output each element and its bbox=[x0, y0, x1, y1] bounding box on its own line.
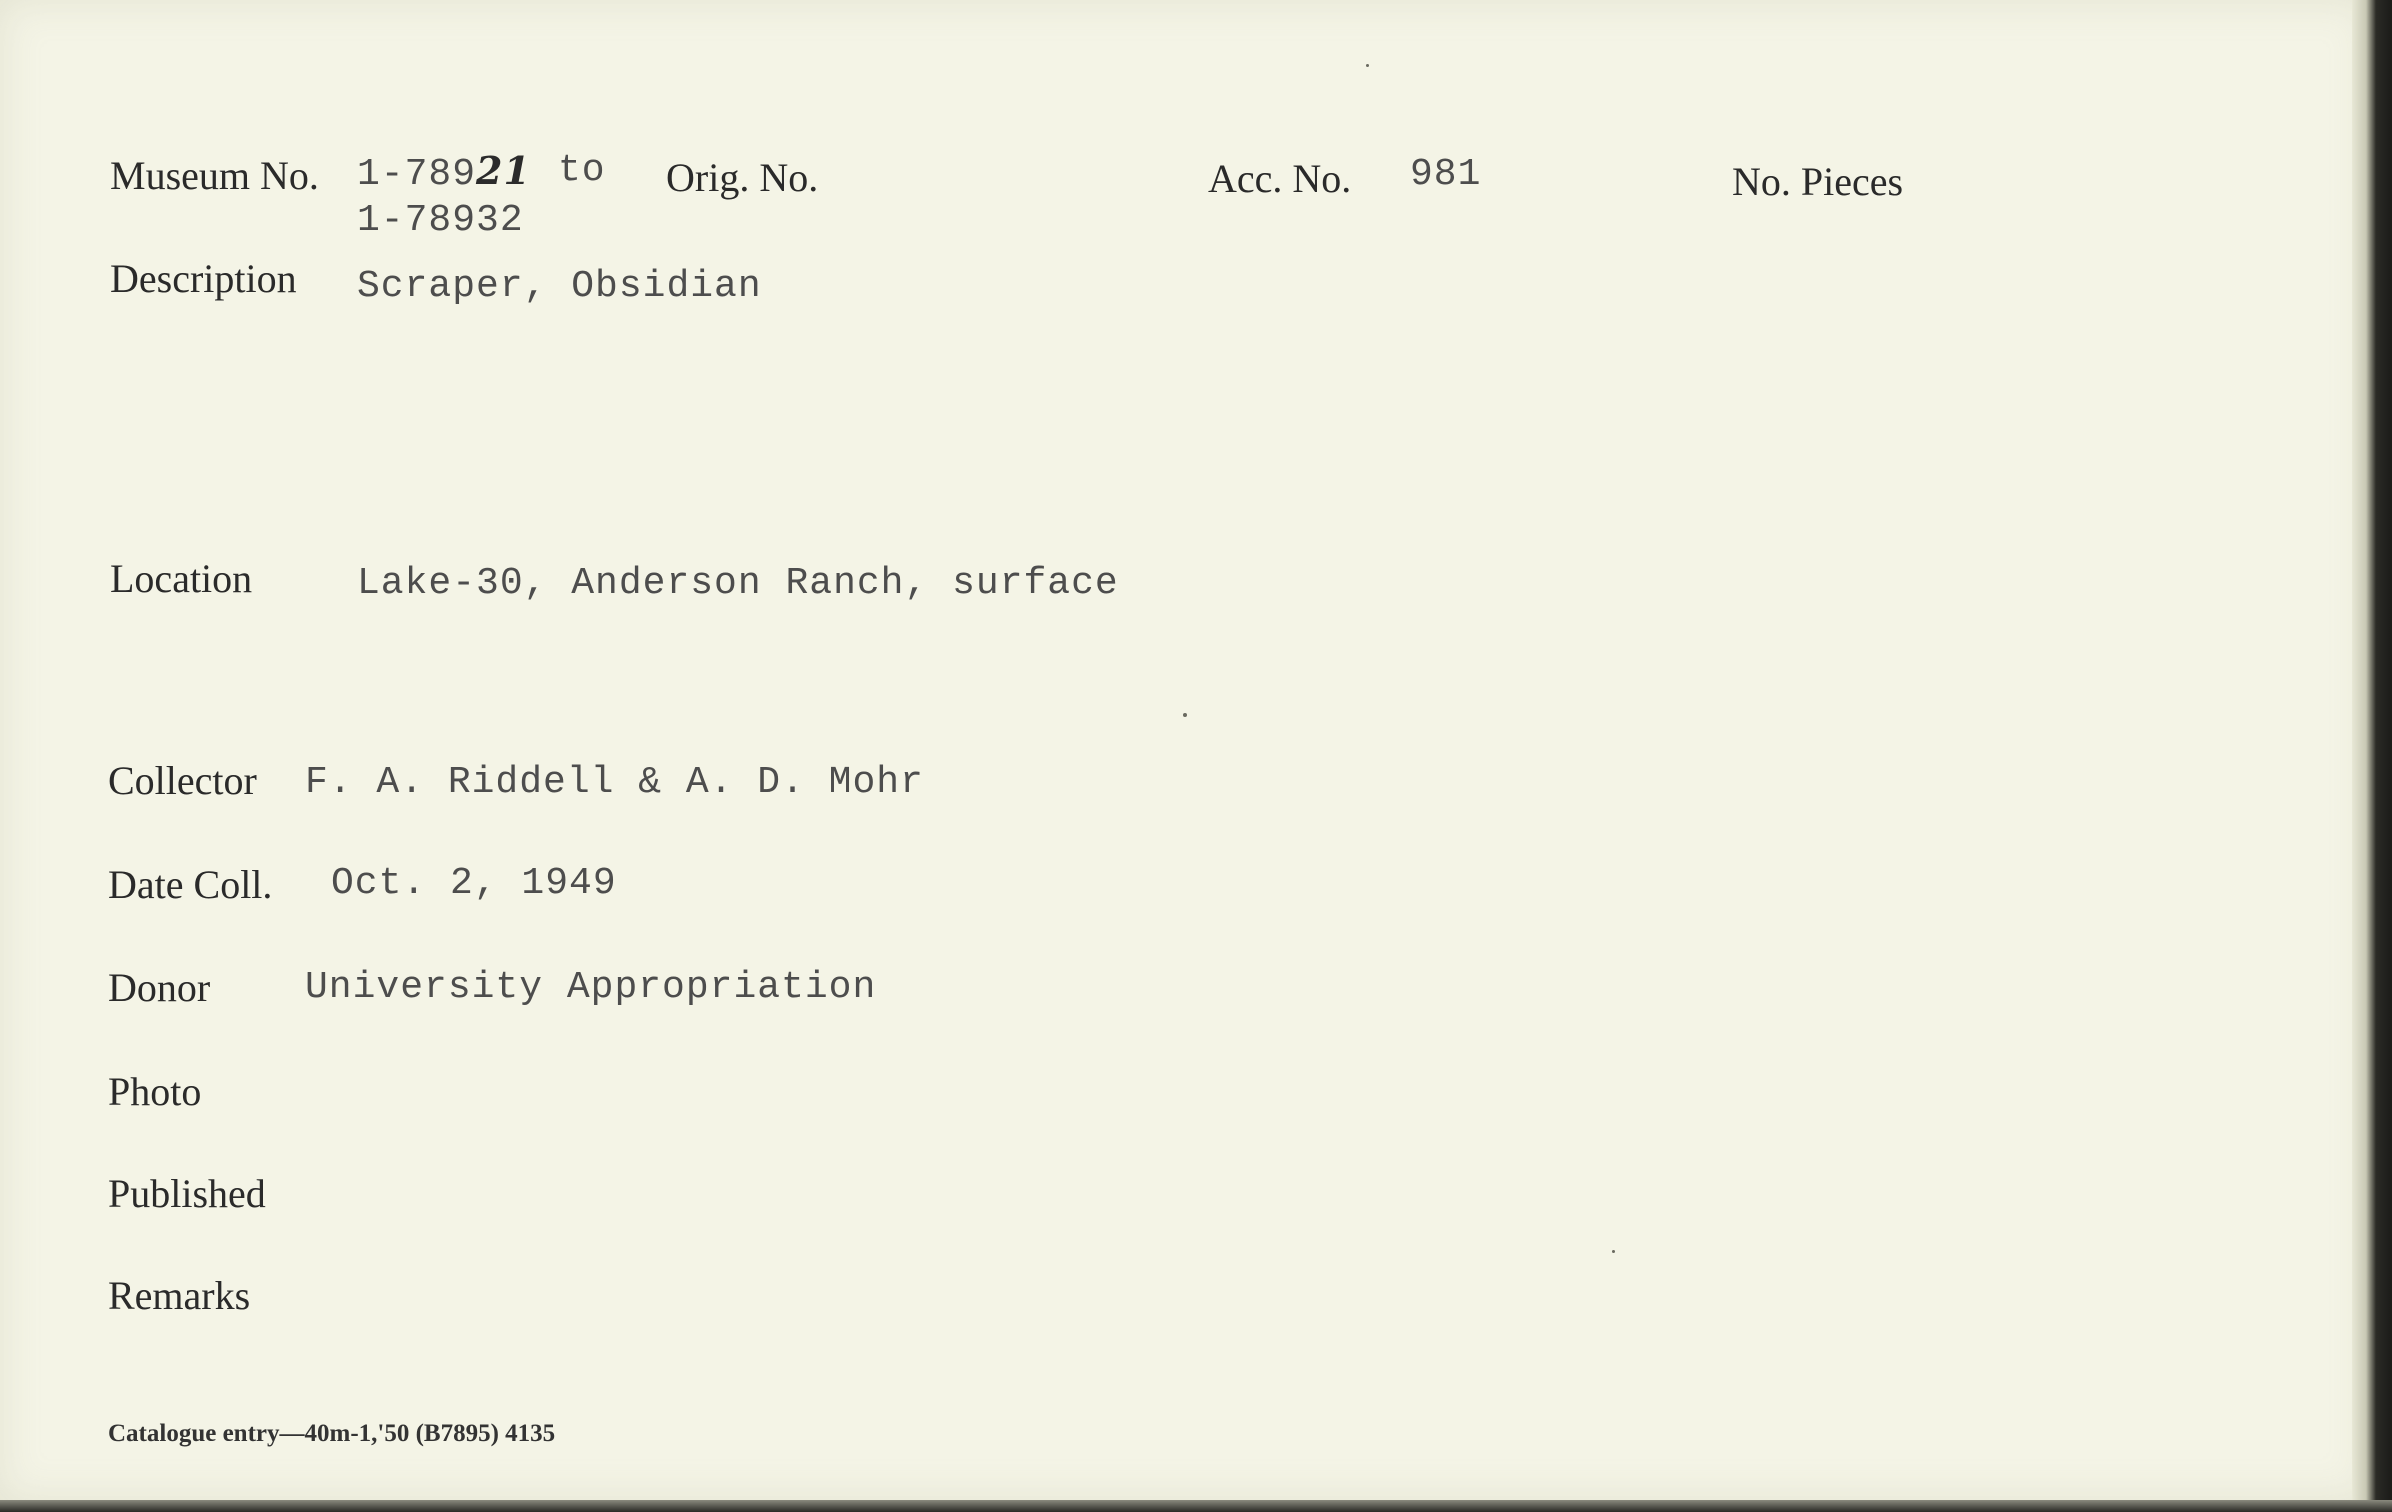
acc-no-label: Acc. No. bbox=[1208, 156, 1352, 201]
description-value: Scraper, Obsidian bbox=[357, 265, 762, 308]
museum-no-value bbox=[357, 148, 531, 196]
museum-no-handwritten: 21 bbox=[476, 148, 531, 193]
card-right-edge bbox=[2352, 0, 2392, 1512]
collector-value: F. A. Riddell & A. D. Mohr bbox=[305, 761, 924, 804]
paper-speck bbox=[1366, 64, 1369, 67]
description-label: Description bbox=[110, 256, 297, 301]
card-bottom-edge bbox=[0, 1500, 2392, 1512]
location-value: Lake-30, Anderson Ranch, surface bbox=[357, 562, 1119, 605]
published-label: Published bbox=[108, 1171, 266, 1216]
museum-no-to: to bbox=[558, 149, 606, 192]
orig-no-label: Orig. No. bbox=[666, 155, 819, 200]
date-coll-label: Date Coll. bbox=[108, 862, 273, 907]
date-coll-value: Oct. 2, 1949 bbox=[331, 862, 617, 905]
no-pieces-label: No. Pieces bbox=[1732, 159, 1904, 204]
collector-label: Collector bbox=[108, 758, 257, 803]
paper-speck bbox=[1183, 713, 1187, 717]
remarks-label: Remarks bbox=[108, 1273, 251, 1318]
donor-value: University Appropriation bbox=[305, 966, 877, 1009]
museum-no-prefix: 1-789 bbox=[357, 153, 477, 196]
location-label: Location bbox=[110, 556, 253, 601]
photo-label: Photo bbox=[108, 1069, 202, 1114]
catalogue-footer: Catalogue entry—40m-1,'50 (B7895) 4135 bbox=[108, 1420, 556, 1447]
donor-label: Donor bbox=[108, 965, 211, 1010]
acc-no-value: 981 bbox=[1410, 153, 1482, 196]
museum-no-label: Museum No. bbox=[110, 153, 319, 198]
paper-speck bbox=[1612, 1250, 1615, 1253]
museum-no-line2: 1-78932 bbox=[357, 199, 524, 242]
